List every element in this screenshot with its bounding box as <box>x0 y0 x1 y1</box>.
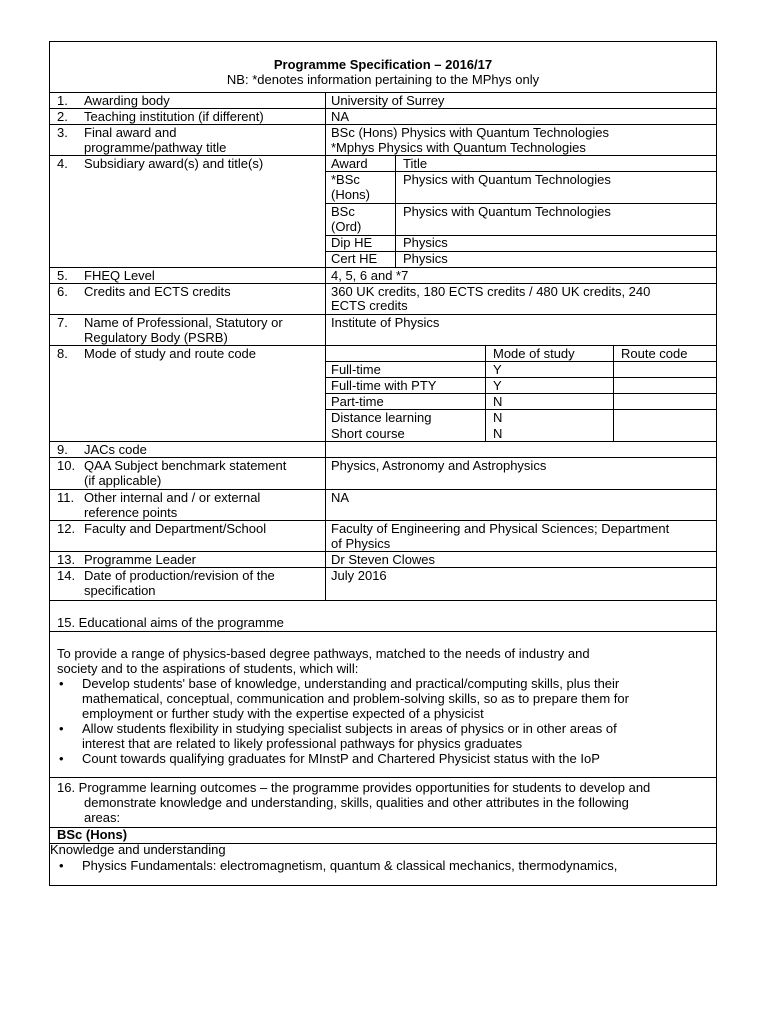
row-label: Subsidiary award(s) and title(s) <box>84 156 264 171</box>
section-15-heading: 15. Educational aims of the programme <box>57 615 284 630</box>
aim-bullet-text: Develop students' base of knowledge, understanding and practical/computing skills, plus their <box>82 676 620 691</box>
row-label: Awarding body <box>84 93 170 108</box>
route-column-divider <box>613 345 614 441</box>
mode-cell: Short course <box>331 426 405 441</box>
study-cell: Y <box>493 378 502 393</box>
study-cell: Y <box>493 362 502 377</box>
award-cell: (Hons) <box>331 187 371 202</box>
row-number: 2. <box>57 109 68 124</box>
section-16-heading: 16. Programme learning outcomes – the programme provides opportunities for students to develop and <box>57 780 651 795</box>
aim-bullet-text: employment or further study with the expertise expected of a physicist <box>82 706 484 721</box>
row-label: FHEQ Level <box>84 268 155 283</box>
programme-specification-document <box>49 41 717 886</box>
award-cell: *BSc <box>331 172 360 187</box>
award-subheading: BSc (Hons) <box>57 827 128 842</box>
title-cell: Physics <box>403 251 448 266</box>
row-label: Mode of study and route code <box>84 346 257 361</box>
document-title: Programme Specification – 2016/17 <box>273 57 493 72</box>
row-label: Other internal and / or external <box>84 490 261 505</box>
mode-cell: Part-time <box>331 394 384 409</box>
row-number: 6. <box>57 284 68 299</box>
row-label: reference points <box>84 505 178 520</box>
bullet-glyph: • <box>59 676 64 691</box>
award-cell: (Ord) <box>331 219 362 234</box>
row-number: 14. <box>57 568 76 583</box>
table-line <box>50 631 716 632</box>
document-note: NB: *denotes information pertaining to the MPhys only <box>226 72 540 87</box>
final-award-value: *Mphys Physics with Quantum Technologies <box>331 140 586 155</box>
title-cell: Physics with Quantum Technologies <box>403 204 611 219</box>
credits-value: 360 UK credits, 180 ECTS credits / 480 UK credits, 240 <box>331 284 651 299</box>
teaching-institution-value: NA <box>331 109 350 124</box>
mode-cell: Distance learning <box>331 410 432 425</box>
aim-bullet-text: Count towards qualifying graduates for MInstP and Chartered Physicist status with the IoP <box>82 751 600 766</box>
row-number: 8. <box>57 346 68 361</box>
table-line <box>50 777 716 778</box>
mode-cell: Full-time with PTY <box>331 378 437 393</box>
faculty-value: of Physics <box>331 536 391 551</box>
row-label: Faculty and Department/School <box>84 521 267 536</box>
row-number: 5. <box>57 268 68 283</box>
row-label: QAA Subject benchmark statement <box>84 458 287 473</box>
mode-cell: Full-time <box>331 362 381 377</box>
mode-column-divider <box>485 345 486 441</box>
title-header: Title <box>403 156 428 171</box>
outcome-bullet-text: Physics Fundamentals: electromagnetism, quantum & classical mechanics, thermodynamics, <box>82 858 618 873</box>
row-label: Teaching institution (if different) <box>84 109 264 124</box>
table-line <box>325 361 716 362</box>
row-label: Programme Leader <box>84 552 196 567</box>
row-label: Name of Professional, Statutory or <box>84 315 283 330</box>
award-cell: BSc <box>331 204 355 219</box>
aim-bullet-text: interest that are related to likely professional pathways for physics graduates <box>82 736 523 751</box>
row-label: specification <box>84 583 156 598</box>
reference-points-value: NA <box>331 490 350 505</box>
row-label: JACs code <box>84 442 147 457</box>
title-cell: Physics with Quantum Technologies <box>403 172 611 187</box>
table-line <box>325 235 716 236</box>
table-line <box>50 441 716 442</box>
section-15-intro: society and to the aspirations of students, which will: <box>57 661 359 676</box>
study-cell: N <box>493 410 503 425</box>
row-number: 7. <box>57 315 68 330</box>
psrb-value: Institute of Physics <box>331 315 440 330</box>
programme-leader-value: Dr Steven Clowes <box>331 552 436 567</box>
revision-date-value: July 2016 <box>331 568 387 583</box>
row-label: Final award and <box>84 125 177 140</box>
outcome-category: Knowledge and understanding <box>50 842 226 857</box>
table-line <box>50 600 716 601</box>
row-number: 1. <box>57 93 68 108</box>
row-label: Date of production/revision of the <box>84 568 275 583</box>
row-number: 9. <box>57 442 68 457</box>
award-column-divider <box>395 155 396 267</box>
awarding-body-value: University of Surrey <box>331 93 445 108</box>
row-number: 11. <box>57 490 75 505</box>
row-label: (if applicable) <box>84 473 162 488</box>
qaa-benchmark-value: Physics, Astronomy and Astrophysics <box>331 458 547 473</box>
row-label: programme/pathway title <box>84 140 227 155</box>
section-16-heading: areas: <box>84 810 121 825</box>
mode-of-study-header: Mode of study <box>493 346 575 361</box>
section-16-heading: demonstrate knowledge and understanding, skills, qualities and other attributes in the following <box>84 795 629 810</box>
section-15-intro: To provide a range of physics-based degree pathways, matched to the needs of industry and <box>57 646 590 661</box>
column-divider <box>325 92 326 600</box>
aim-bullet-text: mathematical, conceptual, communication and problem-solving skills, so as to prepare them for <box>82 691 629 706</box>
credits-value: ECTS credits <box>331 298 408 313</box>
row-label: Credits and ECTS credits <box>84 284 231 299</box>
fheq-level-value: 4, 5, 6 and *7 <box>331 268 409 283</box>
title-cell: Physics <box>403 235 448 250</box>
row-number: 10. <box>57 458 76 473</box>
award-cell: Cert HE <box>331 251 378 266</box>
route-code-header: Route code <box>621 346 688 361</box>
bullet-glyph: • <box>59 751 64 766</box>
row-number: 4. <box>57 156 68 171</box>
study-cell: N <box>493 394 503 409</box>
study-cell: N <box>493 426 503 441</box>
row-label: Regulatory Body (PSRB) <box>84 330 228 345</box>
bullet-glyph: • <box>59 721 64 736</box>
aim-bullet-text: Allow students flexibility in studying specialist subjects in areas of physics or in other areas of <box>82 721 617 736</box>
award-header: Award <box>331 156 368 171</box>
table-line <box>50 827 716 828</box>
row-number: 12. <box>57 521 76 536</box>
row-number: 13. <box>57 552 76 567</box>
bullet-glyph: • <box>59 858 64 873</box>
row-number: 3. <box>57 125 68 140</box>
faculty-value: Faculty of Engineering and Physical Sciences; Department <box>331 521 670 536</box>
award-cell: Dip HE <box>331 235 373 250</box>
final-award-value: BSc (Hons) Physics with Quantum Technologies <box>331 125 609 140</box>
table-line <box>325 251 716 252</box>
